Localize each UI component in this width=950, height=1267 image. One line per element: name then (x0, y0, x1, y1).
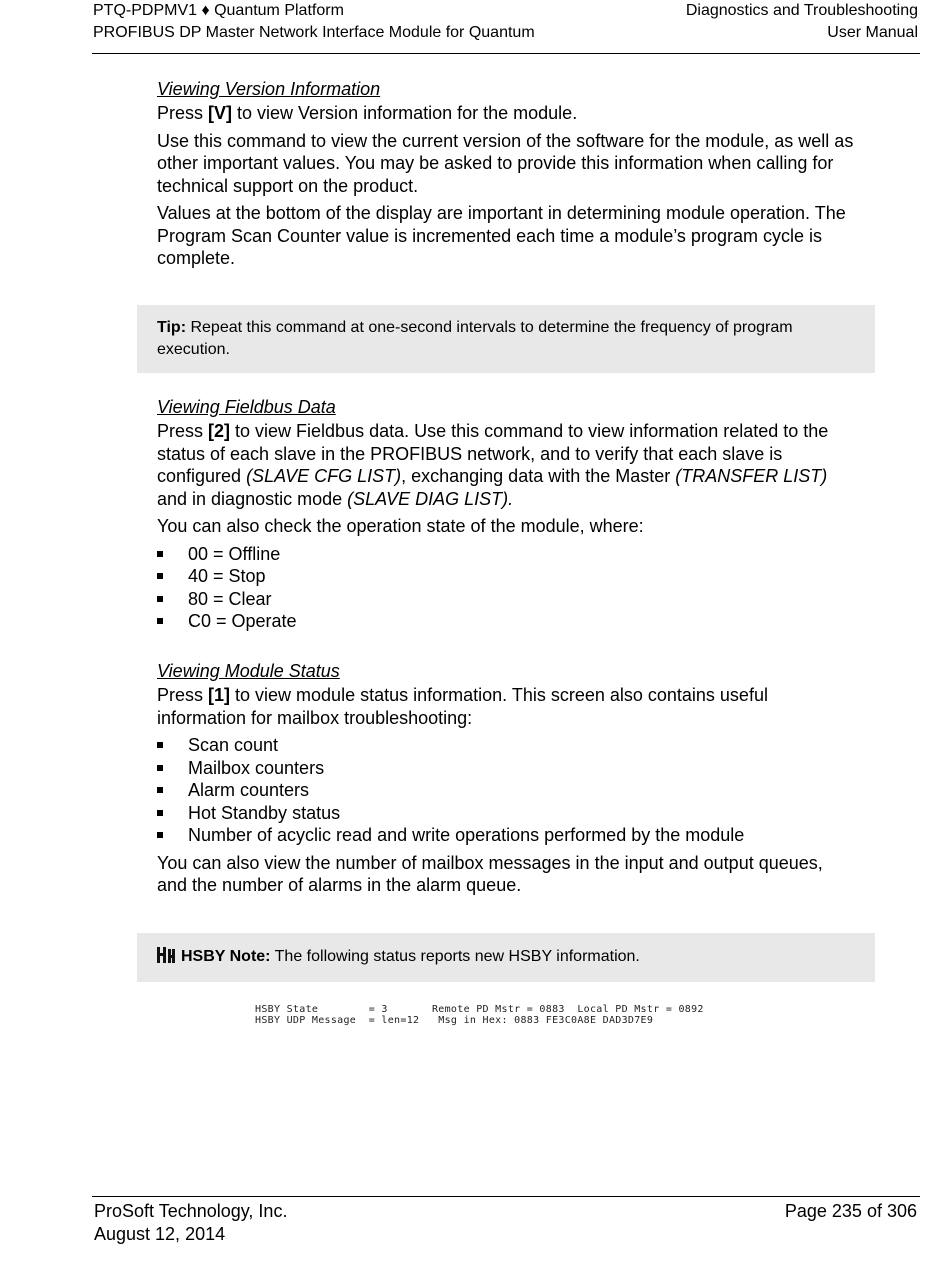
page-footer (92, 1196, 920, 1244)
section-heading: Viewing Fieldbus Data (157, 397, 336, 417)
bullet-icon (157, 551, 163, 557)
bullet-icon (157, 832, 163, 838)
list-item: Number of acyclic read and write operations performed by the module (157, 824, 857, 847)
list-item: 00 = Offline (157, 543, 857, 566)
key-v: [V] (208, 103, 233, 123)
list-item: 80 = Clear (157, 588, 857, 611)
footer-page-number: Page 235 of 306 (784, 1201, 917, 1221)
bullet-icon (157, 573, 163, 579)
list-item: 40 = Stop (157, 565, 857, 588)
bullet-icon (157, 765, 163, 771)
hsby-note-text: HSBY Note: The following status reports new HSBY information. (137, 933, 875, 968)
hsby-status-screen (255, 1004, 704, 1026)
screen-line: HSBY State = 3 Remote PD Mstr = 0883 Local PD Mstr = 0892 (255, 1004, 704, 1015)
section-fieldbus (157, 396, 857, 638)
bullet-icon (157, 618, 163, 624)
bullet-icon (157, 810, 163, 816)
footer-date: August 12, 2014 (94, 1223, 226, 1244)
header-right (686, 0, 918, 44)
paragraph: You can also view the number of mailbox messages in the input and output queues, and the number of alarms in the alarm queue. (157, 852, 823, 895)
paragraph: You can also check the operation state of the module, where: (157, 516, 644, 536)
bullet-icon (157, 596, 163, 602)
section-heading: Viewing Module Status (157, 661, 340, 681)
status-list (157, 734, 857, 847)
list-item: Hot Standby status (157, 802, 857, 825)
paragraph: Press [1] to view module status information. This screen also contains useful information for mailbox troubleshooting: (157, 685, 768, 728)
footer-company: ProSoft Technology, Inc. (94, 1201, 288, 1221)
hsby-note-label: HSBY Note: (181, 948, 271, 965)
header-doc-type: User Manual (827, 24, 918, 41)
paragraph: Press [V] to view Version information for the module. (157, 103, 578, 123)
screen-line: HSBY UDP Message = len=12 Msg in Hex: 0883 FE3C0A8E DAD3D7E9 (255, 1015, 654, 1026)
list-item: C0 = Operate (157, 610, 857, 633)
paragraph: Use this command to view the current version of the software for the module, as well as other important values. You may be asked to provide this information when calling for technical support on the product. (157, 130, 854, 196)
key-2: [2] (208, 421, 231, 441)
paragraph: Press [2] to view Fieldbus data. Use this command to view information related to the status of each slave in the PROFIBUS network, and to verify that each slave is configured (SLAVE CFG LIST), exchanging data with the Master (TRANSFER LIST) and in diagnostic mode (SLAVE DIAG LIST). (157, 421, 829, 509)
header-module-desc: PROFIBUS DP Master Network Interface Module for Quantum (93, 24, 535, 41)
section-version (157, 78, 857, 275)
hsby-icon (157, 947, 175, 963)
bullet-icon (157, 787, 163, 793)
list-item: Alarm counters (157, 779, 857, 802)
list-item: Scan count (157, 734, 857, 757)
header-left (93, 0, 535, 44)
tip-box (137, 305, 875, 373)
header-product: PTQ-PDPMV1 ♦ Quantum Platform (93, 2, 344, 19)
section-module-status (157, 660, 857, 902)
paragraph: Values at the bottom of the display are important in determining module operation. The Program Scan Counter value is incremented each time a module’s program cycle is complete. (157, 203, 846, 268)
list-item: Mailbox counters (157, 757, 857, 780)
footer-left (94, 1200, 287, 1245)
tip-text: Tip: Repeat this command at one-second intervals to determine the frequency of program execution. (157, 319, 793, 358)
bullet-icon (157, 742, 163, 748)
page-header (92, 0, 920, 54)
section-heading: Viewing Version Information (157, 79, 381, 99)
hsby-note-box (137, 933, 875, 982)
key-1: [1] (208, 685, 231, 705)
tip-label: Tip: (157, 319, 187, 336)
state-list (157, 543, 857, 633)
header-chapter: Diagnostics and Troubleshooting (685, 2, 918, 19)
